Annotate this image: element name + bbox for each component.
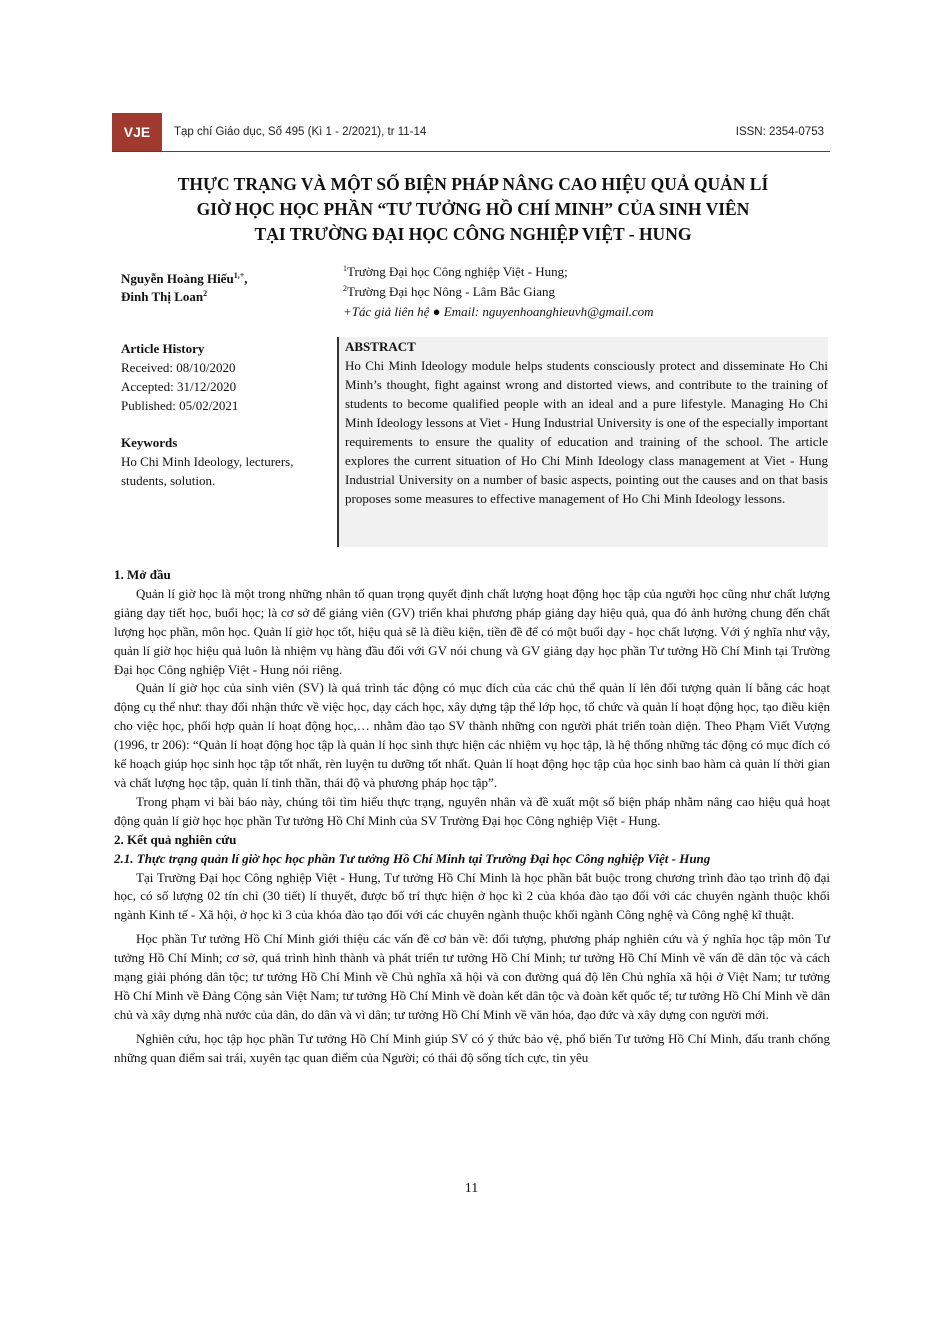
author-2-sup: 2 <box>203 289 208 298</box>
accepted-date: Accepted: 31/12/2020 <box>121 379 237 394</box>
issn-number: ISSN: 2354-0753 <box>735 126 824 138</box>
page-number: 11 <box>464 1181 479 1196</box>
affiliation-2-text: Trường Đại học Nông - Lâm Bắc Giang <box>347 284 556 299</box>
journal-header <box>112 113 830 152</box>
article-history-heading: Article History <box>121 341 205 356</box>
section-1-heading: 1. Mở đầu <box>114 567 171 582</box>
title-line-1: THỰC TRẠNG VÀ MỘT SỐ BIỆN PHÁP NÂNG CAO HIỆU QUẢ QUẢN LÍ <box>177 174 769 194</box>
article-body <box>114 566 830 1068</box>
author-2-name: Đinh Thị Loan <box>121 289 204 304</box>
title-line-2: GIỜ HỌC HỌC PHẦN “TƯ TƯỞNG HỒ CHÍ MINH” CỦA SINH VIÊN <box>196 199 750 219</box>
article-title <box>120 172 826 247</box>
keywords-text: Ho Chi Minh Ideology, lecturers, students, solution. <box>121 454 294 488</box>
abstract-heading: ABSTRACT <box>345 339 416 354</box>
paragraph-4: Tại Trường Đại học Công nghiệp Việt - Hung, Tư tưởng Hồ Chí Minh là học phần bắt buộc trong chương trình đào tạo trình độ đại học, có số lượng 02 tín chỉ (30 tiết) lí thuyết, được bố trí thực hiện ở học kì 2 của khóa đào tạo đối với các chuyên ngành thuộc khối ngành Kinh tế - Xã hội, ở học kì 3 của khóa đào tạo đối với các chuyên ngành thuộc khối ngành Công nghệ và Công nghệ kĩ thuật. <box>114 869 830 923</box>
affiliation-1-text: Trường Đại học Công nghiệp Việt - Hung; <box>347 264 568 279</box>
subsection-2-1-heading: 2.1. Thực trạng quản lí giờ học học phần Tư tưởng Hồ Chí Minh tại Trường Đại học Công nghiệp Việt - Hung <box>114 850 711 866</box>
affiliation-2-sup: 2 <box>343 284 347 293</box>
author-1-sup: 1,+ <box>233 271 245 280</box>
affiliation-1-sup: 1 <box>343 264 347 273</box>
corresponding-author-email[interactable]: +Tác giả liên hệ ● Email: nguyenhoanghieuvh@gmail.com <box>343 304 654 319</box>
published-date: Published: 05/02/2021 <box>121 398 239 413</box>
keywords-heading: Keywords <box>121 435 178 450</box>
article-sidebar <box>121 339 321 490</box>
paragraph-3: Trong phạm vi bài báo này, chúng tôi tìm hiểu thực trạng, nguyên nhân và đề xuất một số biện pháp nhằm nâng cao hiệu quả hoạt động quản lí giờ học học phần Tư tưởng Hồ Chí Minh của SV Trường Đại học Công nghiệp Việt - Hung. <box>114 793 830 828</box>
affiliation-1 <box>343 262 654 282</box>
received-date: Received: 08/10/2020 <box>121 360 236 375</box>
title-line-3: TẠI TRƯỜNG ĐẠI HỌC CÔNG NGHIỆP VIỆT - HUNG <box>254 224 692 244</box>
vje-logo-badge: VJE <box>112 113 162 151</box>
paragraph-1: Quản lí giờ học là một trong những nhân tố quan trọng quyết định chất lượng hoạt động học tập của người học cũng như chất lượng giảng dạy tiết học, buổi học; là cơ sở để giảng viên (GV) triển khai phương pháp giảng dạy hiệu quả, qua đó ảnh hưởng chung đến chất lượng học phần, môn học. Quản lí giờ học tốt, hiệu quả sẽ là điều kiện, tiền đề để có một buổi dạy - học chất lượng. Với ý nghĩa như vậy, quản lí giờ học hiệu quả luôn là nhiệm vụ hàng đầu đối với GV nói chung và GV giảng dạy học phần Tư tưởng Hồ Chí Minh tại Trường Đại học Công nghiệp Việt - Hung nói riêng. <box>114 585 830 677</box>
journal-reference: Tạp chí Giáo dục, Số 495 (Kì 1 - 2/2021), tr 11-14 <box>174 126 427 138</box>
affiliation-list <box>343 262 654 322</box>
author-1 <box>121 270 248 288</box>
paragraph-6: Nghiên cứu, học tập học phần Tư tưởng Hồ Chí Minh giúp SV có ý thức bảo vệ, phổ biến Tư tưởng Hồ Chí Minh, đấu tranh chống những quan điểm sai trái, xuyên tạc quan điểm của Người; có thái độ sống tích cực, tin yêu <box>114 1030 830 1065</box>
abstract-text: Ho Chi Minh Ideology module helps students consciously protect and disseminate Ho Chi Minh’s thought, fight against wrong and distorted views, and contribute to the training of students to become qualified people with an ideal and a pure lifestyle. Managing Ho Chi Minh Ideology lessons at Viet - Hung Industrial University is one of the especially important requirements to ensure the quality of education and training of the school. The article explores the current situation of Ho Chi Minh Ideology class management at Viet - Hung Industrial University on a number of basic aspects, pointing out the causes and on that basis proposes some measures to effective management of Ho Chi Minh Ideology lessons. <box>345 358 828 506</box>
author-list <box>121 270 248 306</box>
sidebar-spacer <box>121 415 321 433</box>
author-2 <box>121 288 248 306</box>
paragraph-5: Học phần Tư tưởng Hồ Chí Minh giới thiệu các vấn đề cơ bản về: đối tượng, phương pháp nghiên cứu và ý nghĩa học tập môn Tư tưởng Hồ Chí Minh; cơ sở, quá trình hình thành và phát triển tư tưởng Hồ Chí Minh; tư tưởng Hồ Chí Minh về vấn đề dân tộc và cách mạng giải phóng dân tộc; tư tưởng Hồ Chí Minh về Chủ nghĩa xã hội và con đường quá độ lên Chủ nghĩa xã hội ở Việt Nam; tư tưởng Hồ Chí Minh về Đảng Cộng sản Việt Nam; tư tưởng Hồ Chí Minh về đoàn kết dân tộc và đoàn kết quốc tế; tư tưởng Hồ Chí Minh về dân chủ và xây dựng nhà nước của dân, do dân và vì dân; tư tưởng Hồ Chí Minh về văn hóa, đạo đức và xây dựng con người mới. <box>114 931 830 1022</box>
section-2-heading: 2. Kết quả nghiên cứu <box>114 831 237 847</box>
author-1-comma: , <box>244 271 248 286</box>
affiliation-2 <box>343 282 654 302</box>
author-1-name: Nguyễn Hoàng Hiếu <box>121 271 234 286</box>
abstract-box <box>337 337 828 547</box>
paragraph-2: Quản lí giờ học của sinh viên (SV) là quá trình tác động có mục đích của các chủ thể quản lí lên đối tượng quản lí bằng các hoạt động cụ thể như: thay đổi nhận thức về việc học, dạy cách học, xây dựng tập thể lớp học, tổ chức và quản lí hoạt động học, tạo điều kiện cho việc học, phối hợp quản lí hoạt động học,… nhằm đào tạo SV thành những con người phát triển toàn diện. Theo Phạm Viết Vượng (1996, tr 206): “Quản lí hoạt động học tập là quản lí học sinh thực hiện các nhiệm vụ học tập, là hệ thống những tác động có mục đích có kế hoạch giúp học sinh học tập tốt nhất, rèn luyện tu dưỡng tốt nhất. Quản lí hoạt động học tập của học sinh bao hàm cả quản lí thời gian và chất lượng học tập, quản lí tinh thần, thái độ và phương pháp học tập”. <box>114 680 830 790</box>
